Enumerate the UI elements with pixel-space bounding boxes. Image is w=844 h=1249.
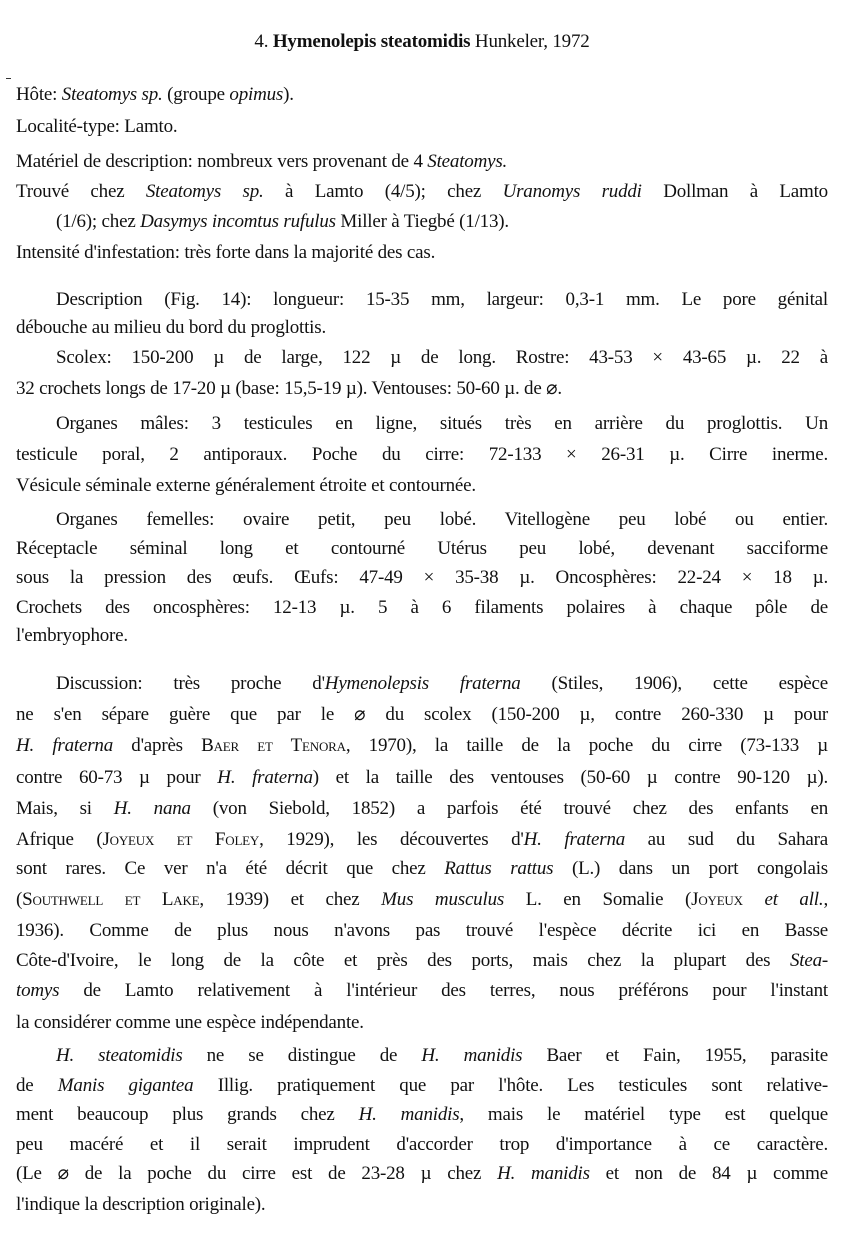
text-segment: (von Siebold, 1852) a parfois été trouvé chez des enfants en xyxy=(190,798,828,819)
text-segment: , xyxy=(823,889,828,910)
italic-text: Dasymys incomtus rufulus xyxy=(140,211,336,232)
text-segment: Intensité d'infestation: très forte dans la majorité des cas. xyxy=(16,242,436,263)
text-segment: Organes femelles: ovaire petit, peu lobé. Vitellogène peu lobé ou entier. xyxy=(56,509,828,530)
text-line xyxy=(56,346,828,370)
text-line xyxy=(56,288,828,312)
bold-text: Hymenolepis steatomidis xyxy=(272,31,475,52)
italic-text: H. manidis xyxy=(358,1104,460,1125)
italic-text: Hymenolepsis fraterna xyxy=(324,673,521,694)
author-smallcaps: Baer et Tenora xyxy=(201,735,346,756)
text-segment: Scolex: 150-200 µ de large, 122 µ de long. Rostre: 43-53 × 43-65 µ. 22 à xyxy=(56,347,828,368)
text-segment: Hunkeler, 1972 xyxy=(474,31,590,52)
text-line xyxy=(56,672,828,696)
text-line xyxy=(16,1193,828,1217)
italic-text: H. fraterna xyxy=(523,829,626,850)
text-segment: ). xyxy=(283,84,294,105)
text-segment: Miller à Tiegbé (1/13). xyxy=(335,211,509,232)
text-segment: Discussion: très proche d' xyxy=(56,673,325,694)
italic-text: H. manidis xyxy=(497,1163,590,1184)
italic-text: Mus musculus xyxy=(381,889,505,910)
text-segment: Baer et Fain, 1955, parasite xyxy=(522,1045,828,1066)
italic-text: Manis gigantea xyxy=(57,1075,194,1096)
italic-text: Uranomys ruddi xyxy=(502,181,642,202)
text-segment: sous la pression des œufs. Œufs: 47-49 × 35-38 µ. Oncosphères: 22-24 × 18 µ. xyxy=(16,567,828,588)
text-line xyxy=(56,210,828,234)
text-segment: , 1939) et chez xyxy=(199,889,382,910)
text-segment: Trouvé chez xyxy=(16,181,146,202)
text-line xyxy=(56,412,828,436)
text-segment: Vésicule séminale externe généralement étroite et contournée. xyxy=(16,475,476,496)
text-line xyxy=(16,888,828,912)
text-line xyxy=(16,797,828,821)
text-line xyxy=(16,115,828,139)
italic-text: H. fraterna xyxy=(16,735,114,756)
italic-text: H. steatomidis xyxy=(56,1045,183,1066)
text-segment: l'embryophore. xyxy=(16,625,128,646)
text-segment: Organes mâles: 3 testicules en ligne, situés très en arrière du proglottis. Un xyxy=(56,413,828,434)
text-segment: (Le ⌀ de la poche du cirre est de 23-28 µ chez xyxy=(16,1163,498,1184)
text-line xyxy=(16,241,828,265)
text-segment: et non de 84 µ comme xyxy=(589,1163,828,1184)
text-segment: ( xyxy=(16,889,23,910)
text-segment: (groupe xyxy=(162,84,230,105)
text-segment: Crochets des oncosphères: 12-13 µ. 5 à 6 filaments polaires à chaque pôle de xyxy=(16,597,828,618)
italic-text: Steatomys. xyxy=(427,151,508,172)
text-line xyxy=(16,979,828,1003)
text-segment: Côte-d'Ivoire, le long de la côte et près des ports, mais chez la plupart des xyxy=(16,950,790,971)
text-segment: Matériel de description: nombreux vers provenant de 4 xyxy=(16,151,428,172)
text-line xyxy=(16,1074,828,1098)
text-line xyxy=(16,180,828,204)
text-line xyxy=(16,537,828,561)
italic-text: tomys xyxy=(16,980,60,1001)
italic-text: Steatomys sp. xyxy=(145,181,264,202)
text-line xyxy=(16,1103,828,1127)
text-line xyxy=(16,857,828,881)
text-segment: 32 crochets longs de 17-20 µ (base: 15,5-19 µ). Ventouses: 50-60 µ. de ⌀. xyxy=(16,378,562,399)
text-segment: 4. xyxy=(254,31,273,52)
text-line xyxy=(16,703,828,727)
italic-text: Steatomys sp. xyxy=(61,84,163,105)
text-segment: de xyxy=(16,1075,58,1096)
text-line xyxy=(16,596,828,620)
text-line xyxy=(16,624,828,648)
scan-mark xyxy=(6,78,11,79)
text-segment: l'indique la description originale). xyxy=(16,1194,266,1215)
text-line xyxy=(16,1011,828,1035)
text-segment: Illig. pratiquement que par l'hôte. Les testicules sont relative- xyxy=(193,1075,828,1096)
text-line xyxy=(16,474,828,498)
text-segment: Mais, si xyxy=(16,798,114,819)
text-segment: à Lamto (4/5); chez xyxy=(263,181,503,202)
text-segment: Dollman à Lamto xyxy=(641,181,828,202)
author-smallcaps: Southwell et Lake xyxy=(22,889,200,910)
text-segment: d'après xyxy=(113,735,202,756)
text-segment: Afrique ( xyxy=(16,829,103,850)
text-line xyxy=(0,30,844,54)
text-segment: testicule poral, 2 antiporaux. Poche du cirre: 72-133 × 26-31 µ. Cirre inerme. xyxy=(16,444,828,465)
text-segment: peu macéré et il serait imprudent d'accorder trop d'importance à ce caractère. xyxy=(16,1134,828,1155)
text-segment: ) et la taille des ventouses (50-60 µ contre 90-120 µ). xyxy=(312,767,828,788)
text-segment: débouche au milieu du bord du proglottis. xyxy=(16,317,326,338)
text-line xyxy=(16,766,828,790)
italic-text: H. manidis xyxy=(421,1045,523,1066)
italic-text: H. nana xyxy=(113,798,191,819)
text-line xyxy=(16,949,828,973)
text-segment: (1/6); chez xyxy=(56,211,141,232)
text-line xyxy=(16,919,828,943)
italic-text: Stea- xyxy=(789,950,828,971)
italic-text: et all. xyxy=(764,889,824,910)
text-segment: au sud du Sahara xyxy=(625,829,828,850)
text-segment: de Lamto relativement à l'intérieur des terres, nous préférons pour l'instant xyxy=(59,980,828,1001)
italic-text: opimus xyxy=(229,84,284,105)
text-line xyxy=(16,828,828,852)
text-line xyxy=(16,566,828,590)
author-smallcaps: Joyeux et Foley xyxy=(102,829,260,850)
text-segment: la considérer comme une espèce indépendante. xyxy=(16,1012,364,1033)
text-segment: , mais le matériel type est quelque xyxy=(459,1104,828,1125)
author-smallcaps: Joyeux xyxy=(691,889,765,910)
text-segment: ne s'en sépare guère que par le ⌀ du scolex (150-200 µ, contre 260-330 µ pour xyxy=(16,704,828,725)
text-segment: (Stiles, 1906), cette espèce xyxy=(520,673,828,694)
text-segment: sont rares. Ce ver n'a été décrit que chez xyxy=(16,858,445,879)
text-segment: ne se distingue de xyxy=(182,1045,422,1066)
text-segment: , 1970), la taille de la poche du cirre (73-133 µ xyxy=(345,735,828,756)
text-line xyxy=(16,1162,828,1186)
text-segment: Localité-type: Lamto. xyxy=(16,116,178,137)
text-line xyxy=(16,377,828,401)
text-segment: Description (Fig. 14): longueur: 15-35 mm, largeur: 0,3-1 mm. Le pore génital xyxy=(56,289,828,310)
text-segment: ment beaucoup plus grands chez xyxy=(16,1104,359,1125)
text-segment: (L.) dans un port congolais xyxy=(553,858,828,879)
text-line xyxy=(16,1133,828,1157)
text-segment: Hôte: xyxy=(16,84,62,105)
italic-text: Rattus rattus xyxy=(444,858,554,879)
text-segment: 1936). Comme de plus nous n'avons pas trouvé l'espèce décrite ici en Basse xyxy=(16,920,828,941)
italic-text: H. fraterna xyxy=(217,767,313,788)
text-segment: L. en Somalie ( xyxy=(504,889,692,910)
text-segment: Réceptacle séminal long et contourné Utérus peu lobé, devenant sacciforme xyxy=(16,538,828,559)
text-line xyxy=(56,508,828,532)
text-segment: , 1929), les découvertes d' xyxy=(259,829,524,850)
text-line xyxy=(16,150,828,174)
text-line xyxy=(16,734,828,758)
text-line xyxy=(16,83,828,107)
text-line xyxy=(16,443,828,467)
text-line xyxy=(16,316,828,340)
text-line xyxy=(56,1044,828,1068)
text-segment: contre 60-73 µ pour xyxy=(16,767,218,788)
